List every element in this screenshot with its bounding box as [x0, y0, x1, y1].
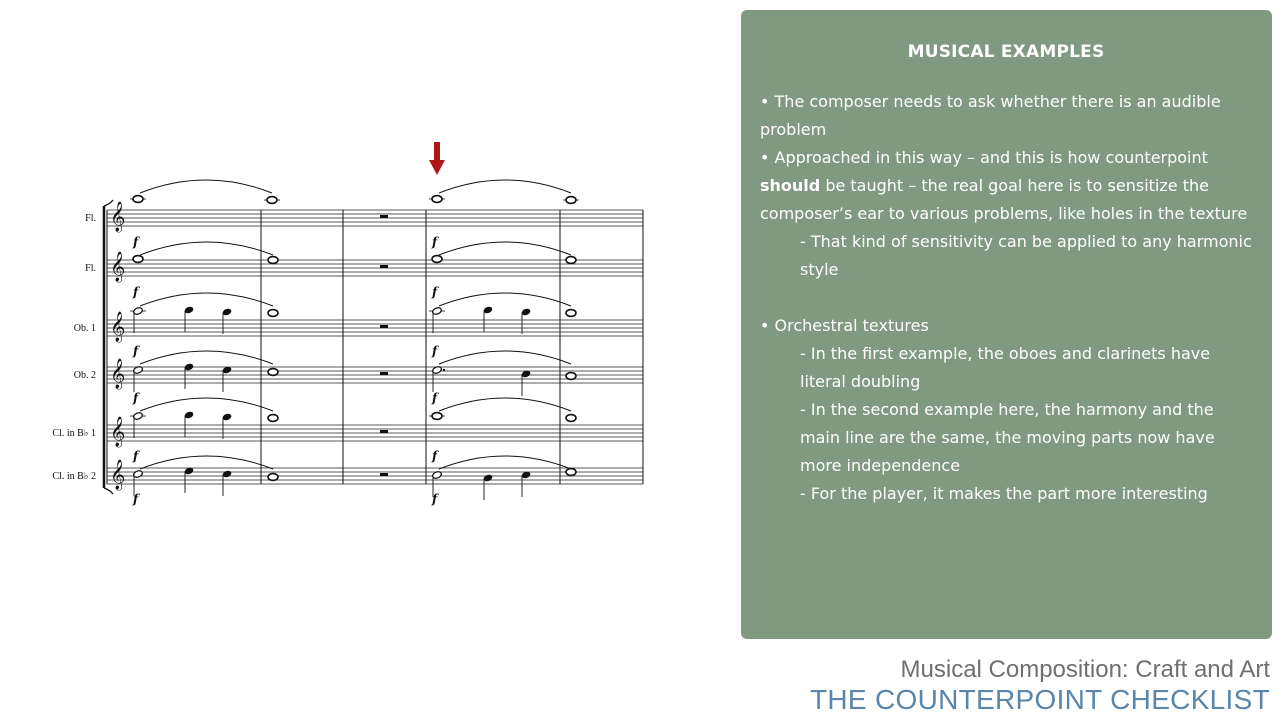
red-arrow-head — [429, 160, 445, 175]
treble-clef: 𝄞 — [110, 252, 126, 282]
whole-note — [133, 256, 143, 263]
slur — [439, 242, 571, 255]
dynamic-forte: f — [133, 449, 139, 463]
dynamic-forte: f — [133, 391, 139, 405]
slur — [140, 398, 273, 411]
notes-list — [760, 88, 1252, 508]
bullet-orchestral-textures: • Orchestral textures — [760, 316, 929, 335]
sub-bullet-sensitivity: - That kind of sensitivity can be applied to any harmonic style — [800, 232, 1252, 279]
whole-note — [268, 257, 278, 264]
notes-panel — [741, 10, 1272, 639]
slur — [439, 456, 571, 469]
course-title: Musical Composition: Craft and Art — [900, 656, 1270, 683]
whole-note — [268, 415, 278, 422]
slur — [439, 398, 571, 411]
slur — [140, 180, 272, 193]
instrument-label: Ob. 2 — [73, 370, 96, 381]
instrument-label: Fl. — [85, 213, 96, 224]
bullet-approach — [760, 144, 1252, 228]
slur — [439, 293, 571, 306]
whole-note — [268, 310, 278, 317]
whole-rest — [380, 473, 388, 476]
augmentation-dot — [443, 369, 445, 371]
bullet-approach-end: be taught – the real goal here is to sensitize the composer’s ear to various problems, like holes in the texture — [760, 176, 1248, 223]
whole-rest — [380, 265, 388, 268]
bullet-approach-emphasis: should — [760, 176, 821, 195]
dynamic-forte: f — [432, 449, 438, 463]
whole-note — [268, 474, 278, 481]
orchestral-score-excerpt — [40, 130, 660, 520]
whole-rest — [380, 325, 388, 328]
whole-note — [566, 373, 576, 380]
slur — [439, 180, 571, 193]
treble-clef: 𝄞 — [110, 202, 126, 232]
whole-note — [432, 196, 442, 203]
dynamic-forte: f — [432, 492, 438, 506]
dynamic-forte: f — [133, 344, 139, 358]
whole-note — [432, 413, 442, 420]
dynamic-forte: f — [432, 285, 438, 299]
whole-note — [566, 257, 576, 264]
instrument-label: Cl. in B♭ 1 — [52, 428, 96, 439]
footer — [810, 655, 1270, 715]
sub-bullet-player: - For the player, it makes the part more interesting — [800, 484, 1208, 503]
whole-note — [566, 197, 576, 204]
slur — [140, 351, 273, 364]
sub-bullet-first-example: - In the first example, the oboes and clarinets have literal doubling — [800, 344, 1211, 391]
dynamic-forte: f — [133, 285, 139, 299]
whole-rest — [380, 215, 388, 218]
red-arrow-icon — [434, 142, 440, 162]
instrument-label: Ob. 1 — [73, 323, 96, 334]
whole-note — [566, 310, 576, 317]
whole-rest — [380, 372, 388, 375]
slur — [140, 456, 273, 469]
panel-title: MUSICAL EXAMPLES — [907, 42, 1105, 62]
dynamic-forte: f — [432, 391, 438, 405]
whole-note — [267, 197, 277, 204]
dynamic-forte: f — [133, 492, 139, 506]
slur — [439, 351, 571, 364]
treble-clef: 𝄞 — [110, 460, 126, 490]
dynamic-forte: f — [432, 344, 438, 358]
slur — [140, 242, 273, 255]
bullet-approach-start: • Approached in this way – and this is how counterpoint — [760, 148, 1208, 167]
treble-clef: 𝄞 — [110, 359, 126, 389]
whole-note — [566, 469, 576, 476]
dynamic-forte: f — [432, 235, 438, 249]
treble-clef: 𝄞 — [110, 312, 126, 342]
sub-bullet-second-example: - In the second example here, the harmony and the main line are the same, the moving parts now have more independence — [800, 400, 1215, 475]
instrument-label: Fl. — [85, 263, 96, 274]
dynamic-forte: f — [133, 235, 139, 249]
whole-rest — [380, 430, 388, 433]
whole-note — [566, 415, 576, 422]
whole-note — [268, 369, 278, 376]
slur — [140, 293, 273, 306]
lecture-topic: THE COUNTERPOINT CHECKLIST — [810, 684, 1270, 715]
whole-note — [133, 196, 143, 203]
treble-clef: 𝄞 — [110, 417, 126, 447]
bullet-audible-problem: • The composer needs to ask whether there is an audible problem — [760, 92, 1221, 139]
instrument-label: Cl. in B♭ 2 — [52, 471, 96, 482]
whole-note — [432, 256, 442, 263]
